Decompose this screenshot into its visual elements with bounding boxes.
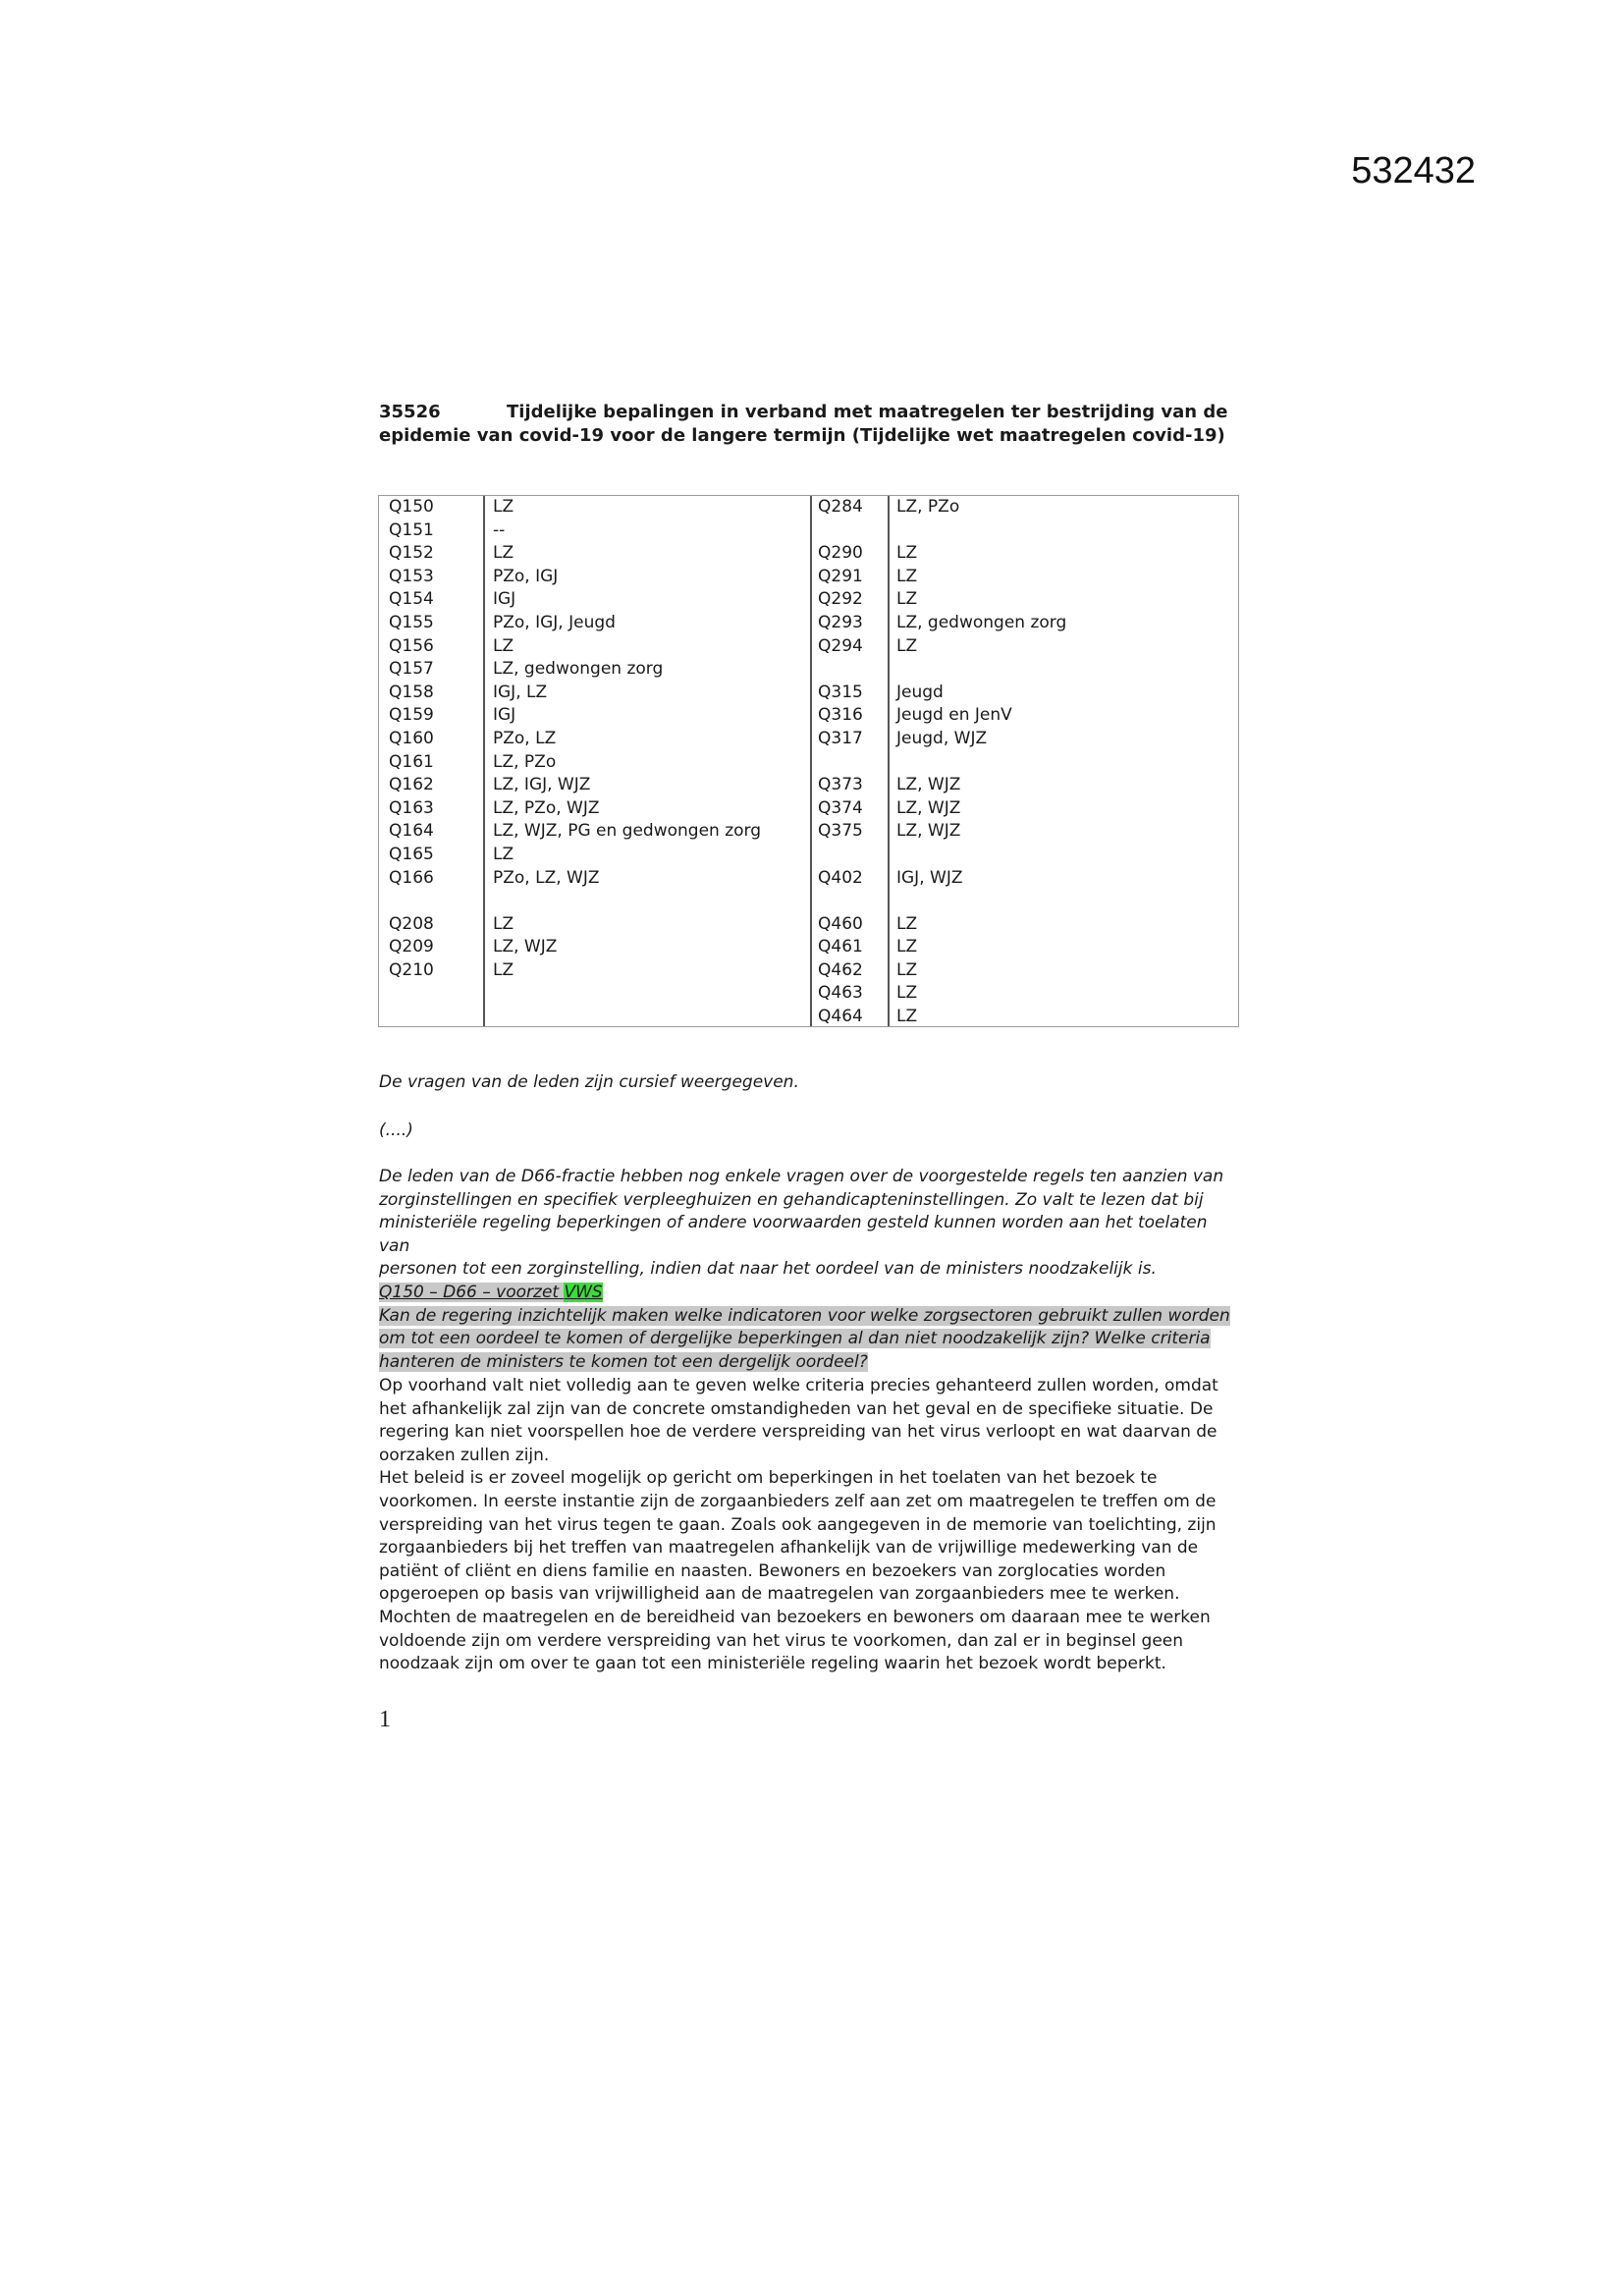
- answer-line: oorzaken zullen zijn.: [379, 1445, 550, 1465]
- question-reference-label: Q150 – D66 – voorzet: [379, 1282, 565, 1302]
- question-id-cell: [818, 844, 863, 867]
- question-line: Kan de regering inzichtelijk maken welke indicatoren voor welke zorgsectoren gebruikt zullen worden: [379, 1305, 1230, 1326]
- question-allocation-table: [378, 495, 1239, 1027]
- answer-line: het afhankelijk zal zijn van de concrete omstandigheden van het geval en de specifieke situatie. De: [379, 1398, 1214, 1419]
- context-line: zorginstellingen en specifiek verpleeghuizen en gehandicapteninstellingen. Zo valt te lezen dat bij: [379, 1189, 1204, 1210]
- dossier-number: 35526: [379, 402, 441, 422]
- question-id-cell: Q157: [389, 659, 434, 680]
- answer-block: [379, 1375, 1243, 1676]
- responsible-party-cell: LZ: [896, 913, 918, 934]
- responsible-party-cell: LZ, PZo, WJZ: [493, 797, 600, 818]
- question-id-cell: Q316: [818, 705, 863, 726]
- question-id-cell: Q154: [389, 589, 434, 610]
- question-id-cell: Q158: [389, 682, 434, 702]
- responsible-party-cell: IGJ, LZ: [493, 682, 548, 702]
- answer-line: Mochten de maatregelen en de bereidheid van bezoekers en bewoners om daaraan mee te werken: [379, 1607, 1211, 1627]
- responsible-party-cell: LZ, WJZ: [493, 937, 558, 957]
- table-divider: [888, 496, 890, 1026]
- responsible-party-cell: LZ: [493, 497, 514, 517]
- title-line-1: Tijdelijke bepalingen in verband met maatregelen ter bestrijding van de: [507, 402, 1228, 422]
- responsible-party-cell: [493, 890, 761, 913]
- question-id-cell: Q375: [818, 821, 863, 842]
- responsible-party-cell: Jeugd, WJZ: [896, 728, 988, 748]
- answer-line: voorkomen. In eerste instantie zijn de zorgaanbieders zelf aan zet om maatregelen te treffen om de: [379, 1491, 1217, 1511]
- question-id-cell: [389, 890, 434, 913]
- right-party-column: [896, 496, 1066, 1029]
- question-id-cell: Q151: [389, 519, 434, 540]
- question-id-cell: Q284: [818, 497, 863, 517]
- page-number: 1: [379, 1707, 391, 1732]
- responsible-party-cell: LZ, WJZ, PG en gedwongen zorg: [493, 821, 762, 842]
- document-header: [379, 401, 1243, 448]
- question-id-cell: Q315: [818, 682, 863, 702]
- question-id-cell: Q165: [389, 844, 434, 864]
- responsible-party-cell: LZ: [493, 635, 514, 656]
- context-line: De leden van de D66-fractie hebben nog enkele vragen over de voorgestelde regels ten aanzien van: [379, 1167, 1224, 1186]
- responsible-party-cell: LZ, WJZ: [896, 775, 961, 795]
- question-id-cell: [818, 658, 863, 682]
- answer-line: opgeroepen op basis van vrijwilligheid aan de maatregelen van zorgaanbieders mee te werken.: [379, 1584, 1180, 1605]
- answer-line: Op voorhand valt niet volledig aan te geven welke criteria precies gehanteerd zullen worden, omdat: [379, 1376, 1218, 1395]
- answer-line: voldoende zijn om verdere verspreiding van het virus te voorkomen, dan zal er in beginsel geen: [379, 1630, 1184, 1651]
- answer-line: verspreiding van het virus tegen te gaan. Zoals ook aangegeven in de memorie van toelichting, zijn: [379, 1514, 1217, 1535]
- answer-line: patiënt of cliënt en diens familie en naasten. Bewoners en bezoekers van zorglocaties worden: [379, 1560, 1166, 1581]
- question-id-cell: Q374: [818, 797, 863, 818]
- question-id-cell: Q161: [389, 751, 434, 772]
- responsible-party-cell: PZo, IGJ: [493, 566, 559, 586]
- question-id-cell: Q210: [389, 959, 434, 980]
- context-line: ministeriële regeling beperkingen of andere voorwaarden gesteld kunnen worden aan het toelaten van: [379, 1213, 1208, 1256]
- question-id-cell: Q152: [389, 543, 434, 564]
- responsible-party-cell: Jeugd en JenV: [896, 705, 1012, 726]
- question-id-cell: Q160: [389, 728, 434, 748]
- question-id-cell: Q317: [818, 728, 863, 748]
- responsible-party-cell: LZ: [493, 913, 514, 934]
- question-id-cell: Q291: [818, 566, 863, 586]
- question-id-cell: Q166: [389, 867, 434, 888]
- responsible-party-cell: LZ, PZo: [896, 497, 960, 517]
- responsible-party-cell: PZo, LZ: [493, 728, 557, 748]
- answer-line: zorgaanbieders bij het treffen van maatregelen afhankelijk van de vrijwillige medewerking van de: [379, 1538, 1199, 1558]
- question-id-cell: Q153: [389, 566, 434, 586]
- table-divider: [483, 496, 485, 1026]
- document-number: 532432: [1351, 150, 1476, 191]
- question-id-cell: Q463: [818, 983, 863, 1004]
- responsible-party-cell: LZ: [896, 589, 918, 610]
- responsible-party-cell: LZ, WJZ: [896, 821, 961, 842]
- responsible-party-cell: LZ: [896, 937, 918, 957]
- responsible-party-cell: LZ, WJZ: [896, 797, 961, 818]
- question-id-cell: Q164: [389, 821, 434, 842]
- responsible-party-cell: LZ: [896, 1007, 918, 1027]
- question-line: hanteren de ministers te komen tot een dergelijk oordeel?: [379, 1351, 868, 1372]
- responsible-party-cell: LZ: [493, 543, 514, 564]
- responsible-party-cell: LZ: [896, 959, 918, 980]
- question-id-cell: Q373: [818, 775, 863, 795]
- responsible-party-cell: LZ, PZo: [493, 751, 557, 772]
- question-reference: [379, 1283, 603, 1302]
- question-id-cell: Q402: [818, 867, 863, 888]
- question-id-cell: Q208: [389, 913, 434, 934]
- responsible-party-cell: --: [493, 519, 506, 540]
- question-id-cell: Q460: [818, 913, 863, 934]
- question-id-cell: Q159: [389, 705, 434, 726]
- responsible-party-cell: LZ: [896, 566, 918, 586]
- responsible-party-cell: Jeugd: [896, 682, 944, 702]
- responsible-party-cell: LZ: [896, 635, 918, 656]
- responsible-party-cell: IGJ: [493, 705, 516, 726]
- context-line: personen tot een zorginstelling, indien dat naar het oordeel van de ministers noodzakelijk is.: [379, 1259, 1157, 1280]
- question-id-cell: Q462: [818, 959, 863, 980]
- question-id-cell: Q209: [389, 937, 434, 957]
- responsible-party-cell: LZ: [493, 959, 514, 980]
- left-question-column: [389, 496, 434, 982]
- responsible-party-cell: LZ: [896, 543, 918, 564]
- responsible-party-cell: [896, 890, 1066, 913]
- responsible-party-cell: IGJ, WJZ: [896, 867, 963, 888]
- question-id-cell: [818, 751, 863, 775]
- question-id-cell: Q293: [818, 612, 863, 632]
- question-id-cell: Q155: [389, 612, 434, 632]
- responsible-party-cell: IGJ: [493, 589, 516, 610]
- answer-line: Het beleid is er zoveel mogelijk op gericht om beperkingen in het toelaten van het bezoek te: [379, 1468, 1158, 1489]
- responsible-party-cell: LZ: [493, 844, 514, 864]
- omission-marker: (....): [379, 1121, 413, 1140]
- responsible-party-cell: [896, 751, 1066, 775]
- question-id-cell: [818, 519, 863, 543]
- question-id-cell: Q163: [389, 797, 434, 818]
- question-id-cell: Q290: [818, 543, 863, 564]
- responsible-party-cell: PZo, LZ, WJZ: [493, 867, 600, 888]
- question-id-cell: Q292: [818, 589, 863, 610]
- question-id-cell: Q464: [818, 1007, 863, 1027]
- question-id-cell: [818, 890, 863, 913]
- responsible-party-cell: LZ, gedwongen zorg: [896, 612, 1067, 632]
- table-divider: [810, 496, 812, 1026]
- question-id-cell: Q162: [389, 775, 434, 795]
- answer-line: noodzaak zijn om over te gaan tot een ministeriële regeling waarin het bezoek wordt beperkt.: [379, 1654, 1166, 1674]
- responsible-party-cell: LZ, gedwongen zorg: [493, 659, 664, 680]
- question-id-cell: Q294: [818, 635, 863, 656]
- title-line-2: epidemie van covid-19 voor de langere termijn (Tijdelijke wet maatregelen covid-19): [379, 425, 1225, 446]
- left-party-column: [493, 496, 761, 982]
- question-block: [379, 1166, 1243, 1374]
- question-id-cell: Q461: [818, 937, 863, 957]
- responsible-party-cell: [896, 844, 1066, 867]
- question-line: om tot een oordeel te komen of dergelijke beperkingen al dan niet noodzakelijk zijn? Welke criteria: [379, 1329, 1211, 1349]
- answer-line: regering kan niet voorspellen hoe de verdere verspreiding van het virus verloopt en wat daarvan de: [379, 1422, 1217, 1443]
- responsible-party-cell: LZ, IGJ, WJZ: [493, 775, 591, 795]
- right-question-column: [818, 496, 863, 1029]
- ministry-tag: VWS: [564, 1282, 603, 1302]
- intro-note: De vragen van de leden zijn cursief weergegeven.: [379, 1072, 799, 1092]
- responsible-party-cell: PZo, IGJ, Jeugd: [493, 612, 616, 632]
- responsible-party-cell: [896, 658, 1066, 682]
- responsible-party-cell: [896, 519, 1066, 543]
- question-id-cell: Q150: [389, 497, 434, 517]
- question-id-cell: Q156: [389, 635, 434, 656]
- responsible-party-cell: LZ: [896, 983, 918, 1004]
